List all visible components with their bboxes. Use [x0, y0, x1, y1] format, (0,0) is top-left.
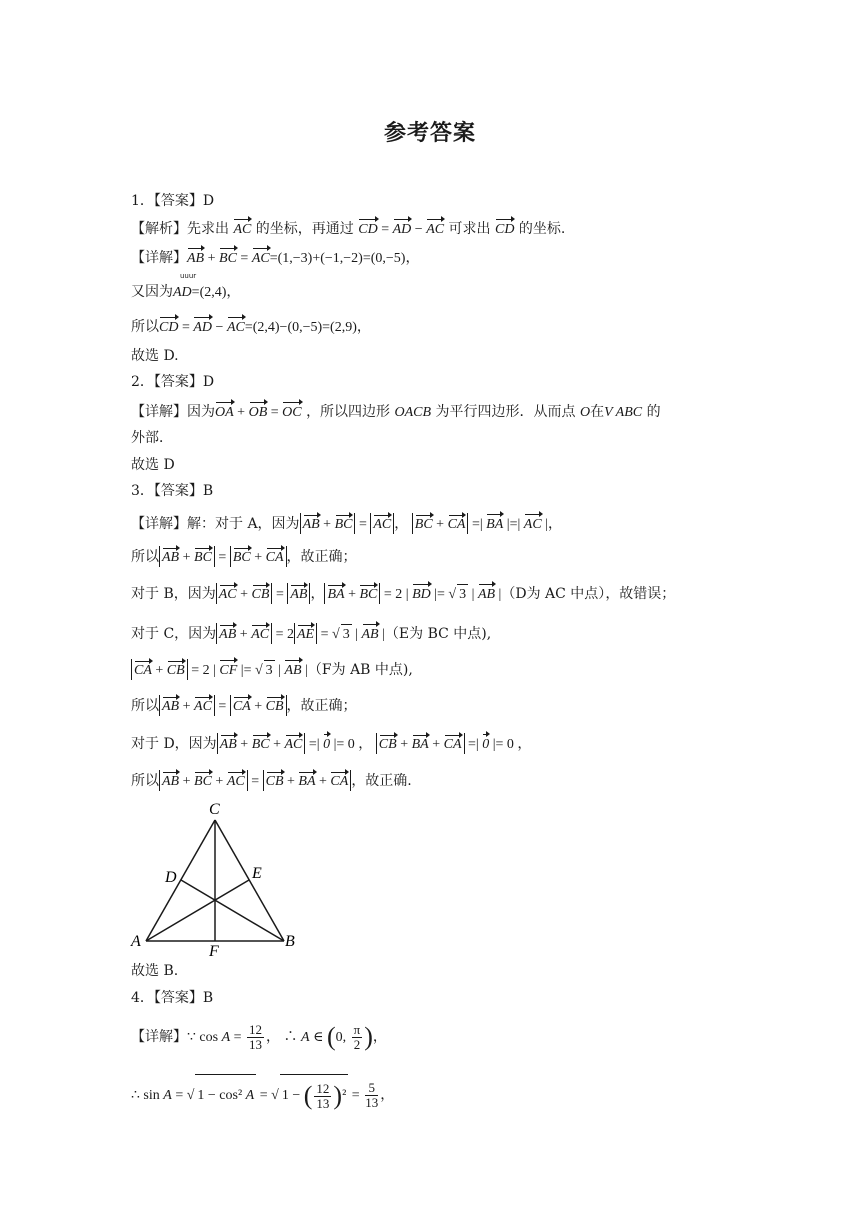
q1-answer: 1．【答案】D — [131, 193, 215, 209]
q3-answer: 3．【答案】B — [131, 483, 214, 499]
label-f: F — [209, 943, 219, 958]
q4-answer: 4．【答案】B — [131, 990, 214, 1006]
label-c: C — [209, 801, 220, 818]
side-ac — [146, 820, 215, 941]
page-title: 参考答案 — [383, 121, 476, 146]
q1-detail: 【详解】AB + BC = AC=(1,−3)+(−1,−2)=(0,−5)， — [131, 246, 419, 269]
q1-line2: 又因为AD=(2,4)， — [131, 284, 241, 300]
q1-analysis: 【解析】先求出 AC 的坐标，再通过 CD = AD − AC 可求出 CD 的坐标. — [131, 217, 565, 240]
label-b: B — [285, 933, 295, 950]
q3-line3: 对于 B，因为 AC + CB = AB ， BA + BC = 2 | BD |= √ 3 | AB |（D为 AC 中点），故错误； — [131, 582, 675, 605]
q2-answer: 2．【答案】D — [131, 374, 215, 390]
q3-choose: 故选 B. — [131, 963, 179, 979]
q3-line1: 【详解】解：对于 A，因为 AB + BC = AC ， BC + CA =| BA |=| AC |， — [131, 512, 562, 535]
q3-line4: 对于 C，因为 AB + AC = 2 AE = √ 3 | AB |（E为 BC 中点), — [131, 622, 491, 645]
label-a: A — [131, 933, 141, 950]
label-d: D — [165, 869, 177, 886]
q4-sin: ∴ sin A = √ 1 − cos² A = √ 1 − ( $\frac{12}{13}$ )² = $\frac{5}{13}$ ， — [131, 1074, 394, 1117]
label-e: E — [252, 865, 262, 882]
q2-detail-cont: 外部． — [131, 430, 173, 446]
q2-detail: 【详解】因为OA + OB = OC ，所以四边形 OACB 为平行四边形．从而点 O在V ABC 的 — [131, 400, 661, 423]
q3-line8: 所以 AB + BC + AC = CB + BA + CA ，故正确. — [131, 770, 412, 792]
triangle-figure — [125, 798, 315, 958]
side-bc — [215, 820, 284, 941]
ocr-marker: uuur — [180, 272, 197, 280]
q3-line2: 所以 AB + BC = BC + CA ，故正确； — [131, 546, 357, 568]
q1-choose: 故选 D. — [131, 348, 179, 364]
q1-line3: 所以CD = AD − AC=(2,4)−(0,−5)=(2,9)， — [131, 315, 371, 338]
q2-choose: 故选 D — [131, 457, 175, 473]
q3-line6: 所以 AB + AC = CA + CB ，故正确； — [131, 695, 357, 717]
q4-detail: 【详解】∵ cos A = $\frac{12}{13}$ ， ∴ A ∈ (0, $\frac{\pi}{2}$ )， — [131, 1021, 387, 1052]
q3-line7: 对于 D，因为 AB + BC + AC =| 0 |= 0 ， CB + BA + CA =| 0 |= 0 ， — [131, 732, 531, 755]
q3-line5: CA + CB = 2 | CF |= √ 3 | AB |（F为 AB 中点), — [131, 658, 413, 681]
